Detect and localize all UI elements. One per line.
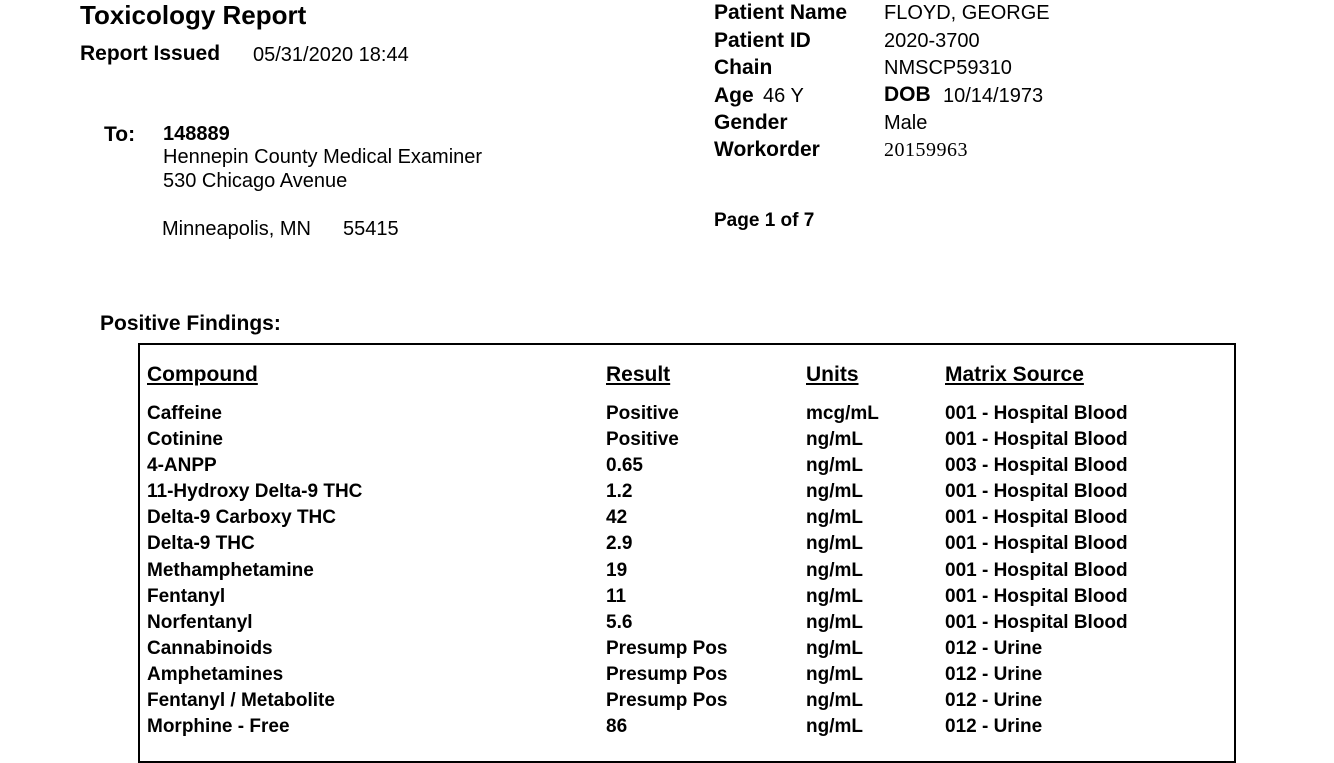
matrix-source-cell: 001 - Hospital Blood	[945, 507, 1128, 529]
report-issued-label: Report Issued	[80, 42, 221, 65]
matrix-source-cell: 012 - Urine	[945, 690, 1043, 712]
findings-rows	[0, 401, 1334, 740]
dob-value: 10/14/1973	[943, 85, 1044, 107]
units-cell: ng/mL	[806, 637, 863, 659]
matrix-source-cell: 001 - Hospital Blood	[945, 403, 1128, 424]
units-cell: ng/mL	[806, 481, 863, 503]
matrix-source-cell: 003 - Hospital Blood	[945, 455, 1128, 477]
table-row	[0, 453, 1334, 479]
matrix-source-cell: 001 - Hospital Blood	[945, 533, 1128, 555]
compound-cell: Delta-9 THC	[147, 533, 255, 555]
workorder-value: 20159963	[884, 139, 968, 161]
table-row	[0, 610, 1334, 636]
compound-cell: Methamphetamine	[147, 559, 314, 581]
column-header-units: Units	[806, 363, 859, 386]
units-cell: ng/mL	[806, 716, 863, 738]
compound-cell: Delta-9 Carboxy THC	[147, 507, 336, 529]
page-indicator: Page 1 of 7	[714, 210, 815, 231]
matrix-source-cell: 001 - Hospital Blood	[945, 611, 1128, 633]
gender-value: Male	[884, 112, 928, 134]
dob-label: DOB	[884, 83, 931, 106]
table-row	[0, 505, 1334, 531]
table-row	[0, 427, 1334, 453]
matrix-source-cell: 001 - Hospital Blood	[945, 429, 1128, 451]
table-row	[0, 714, 1334, 740]
compound-cell: Norfentanyl	[147, 611, 253, 633]
compound-cell: Morphine - Free	[147, 716, 290, 738]
result-cell: 5.6	[606, 611, 633, 633]
result-cell: 42	[606, 507, 628, 529]
compound-cell: Cotinine	[147, 429, 223, 451]
table-row	[0, 401, 1334, 427]
units-cell: ng/mL	[806, 455, 863, 477]
patient-id: 2020-3700	[884, 30, 980, 52]
units-cell: ng/mL	[806, 559, 863, 581]
compound-cell: Cannabinoids	[147, 637, 273, 659]
result-cell: 11	[606, 585, 627, 607]
age-value: 46 Y	[763, 85, 804, 107]
table-row	[0, 479, 1334, 505]
recipient-name: Hennepin County Medical Examiner	[163, 146, 483, 168]
units-cell: ng/mL	[806, 690, 863, 712]
compound-cell: 11-Hydroxy Delta-9 THC	[147, 481, 363, 503]
matrix-source-cell: 012 - Urine	[945, 637, 1043, 659]
workorder-label: Workorder	[714, 138, 820, 161]
compound-cell: Fentanyl	[147, 585, 226, 607]
column-header-compound: Compound	[147, 363, 258, 386]
patient-name-label: Patient Name	[714, 1, 848, 24]
result-cell: 2.9	[606, 533, 633, 555]
compound-cell: Caffeine	[147, 403, 222, 424]
compound-cell: Amphetamines	[147, 663, 284, 685]
patient-id-label: Patient ID	[714, 29, 811, 52]
result-cell: 0.65	[606, 455, 643, 477]
report-title: Toxicology Report	[80, 0, 307, 30]
matrix-source-cell: 012 - Urine	[945, 663, 1043, 685]
matrix-source-cell: 012 - Urine	[945, 716, 1043, 738]
units-cell: mcg/mL	[806, 403, 879, 424]
result-cell: 86	[606, 716, 628, 738]
matrix-source-cell: 001 - Hospital Blood	[945, 559, 1128, 581]
result-cell: Presump Pos	[606, 663, 728, 685]
compound-cell: Fentanyl / Metabolite	[147, 690, 335, 712]
matrix-source-cell: 001 - Hospital Blood	[945, 585, 1128, 607]
age-label: Age	[714, 84, 754, 107]
to-label: To:	[104, 123, 136, 146]
result-cell: Positive	[606, 429, 679, 451]
table-row	[0, 584, 1334, 610]
result-cell: Presump Pos	[606, 690, 728, 712]
report-issued-value: 05/31/2020 18:44	[253, 44, 409, 66]
units-cell: ng/mL	[806, 429, 863, 451]
table-row	[0, 636, 1334, 662]
column-header-result: Result	[606, 363, 671, 386]
units-cell: ng/mL	[806, 663, 863, 685]
table-row	[0, 688, 1334, 714]
recipient-zip: 55415	[343, 218, 399, 240]
compound-cell: 4-ANPP	[147, 455, 217, 477]
result-cell: Presump Pos	[606, 637, 728, 659]
table-row	[0, 662, 1334, 688]
matrix-source-cell: 001 - Hospital Blood	[945, 481, 1128, 503]
units-cell: ng/mL	[806, 507, 863, 529]
recipient-city-state: Minneapolis, MN	[162, 218, 311, 240]
table-row	[0, 531, 1334, 557]
result-cell: Positive	[606, 403, 679, 424]
patient-name: FLOYD, GEORGE	[884, 2, 1050, 24]
units-cell: ng/mL	[806, 533, 863, 555]
result-cell: 1.2	[606, 481, 633, 503]
units-cell: ng/mL	[806, 611, 863, 633]
recipient-id: 148889	[163, 123, 230, 145]
gender-label: Gender	[714, 111, 788, 134]
table-row	[0, 558, 1334, 584]
result-cell: 19	[606, 559, 628, 581]
recipient-address: 530 Chicago Avenue	[163, 170, 348, 192]
column-header-matrix-source: Matrix Source	[945, 363, 1084, 386]
positive-findings-title: Positive Findings:	[100, 312, 281, 335]
units-cell: ng/mL	[806, 585, 863, 607]
chain-value: NMSCP59310	[884, 57, 1012, 79]
chain-label: Chain	[714, 56, 773, 79]
